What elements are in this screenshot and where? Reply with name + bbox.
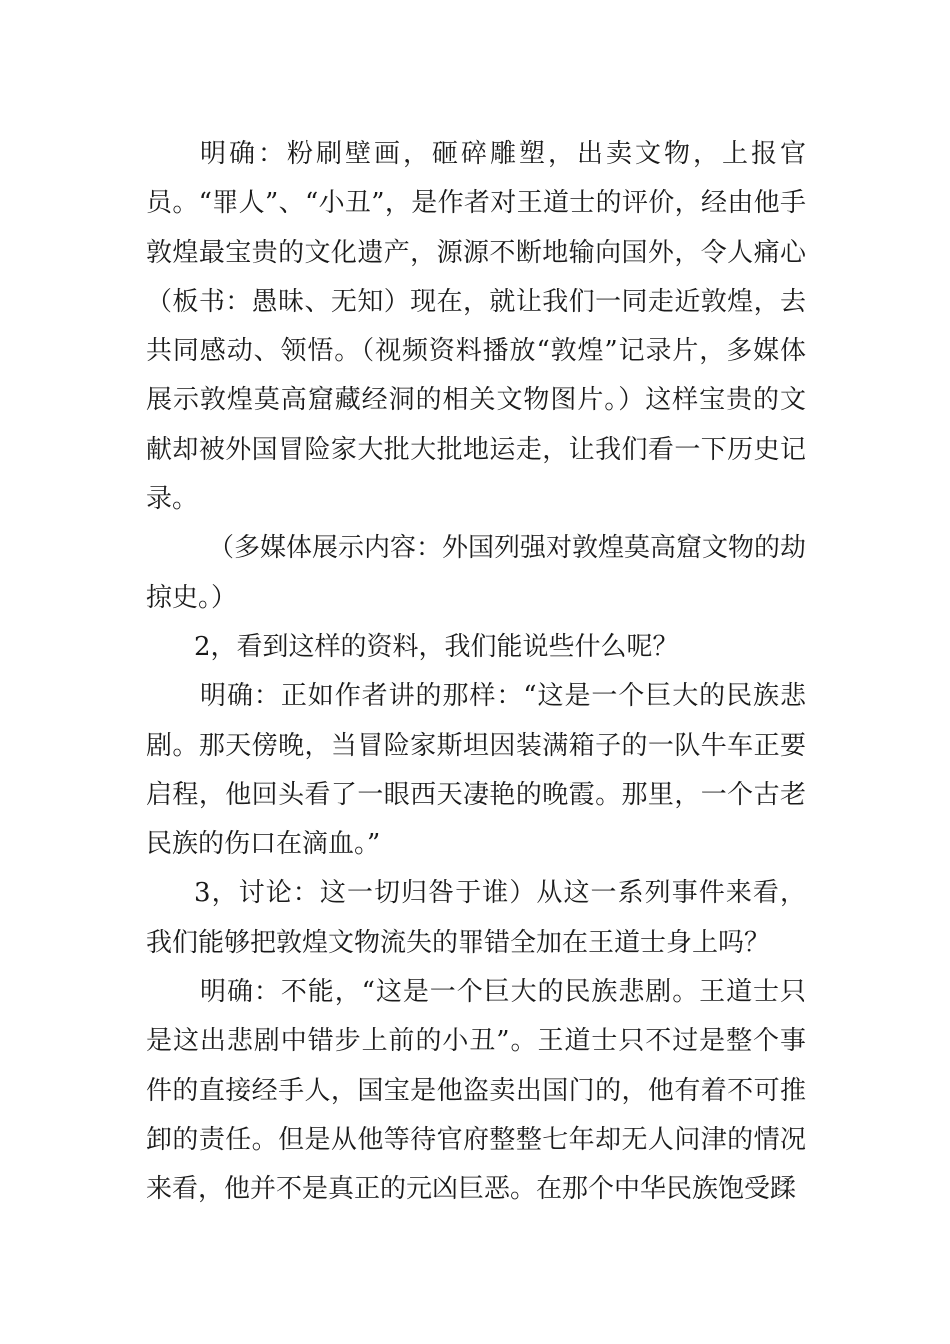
paragraph-clarification-3: 明确：不能，“这是一个巨大的民族悲剧。王道士只是这出悲剧中错步上前的小丑”。王道士只不过是整个事件的直接经手人，国宝是他盗卖出国门的，他有着不可推卸的责任。但是从他等待官府整整七年却无人问津的情况来看，他并不是真正的元凶巨恶。在那个中华民族饱受蹂 (146, 977, 806, 1205)
paragraph-question-3: 3，讨论：这一切归咎于谁）从这一系列事件来看，我们能够把敦煌文物流失的罪错全加在王道士身上吗？ (146, 878, 806, 958)
paragraph-question-2: 2，看到这样的资料，我们能说些什么呢？ (194, 631, 679, 662)
paragraph-multimedia-note: （多媒体展示内容：外国列强对敦煌莫高窟文物的劫掠史。） (146, 533, 807, 613)
document-body (146, 130, 806, 1215)
paragraph-clarification-1: 明确：粉刷壁画，砸碎雕塑，出卖文物，上报官员。“罪人”、“小丑”，是作者对王道士的评价，经由他手敦煌最宝贵的文化遗产，源源不断地输向国外，令人痛心（板书：愚昧、无知）现在，就让我们一同走近敦煌，去共同感动、领悟。（视频资料播放“敦煌”记录片，多媒体展示敦煌莫高窟藏经洞的相关文物图片。）这样宝贵的文献却被外国冒险家大批大批地运走，让我们看一下历史记录。 (146, 139, 806, 515)
paragraph-clarification-2: 明确：正如作者讲的那样：“这是一个巨大的民族悲剧。那天傍晚，当冒险家斯坦因装满箱子的一队牛车正要启程，他回头看了一眼西天凄艳的晚霞。那里，一个古老民族的伤口在滴血。” (146, 681, 806, 860)
